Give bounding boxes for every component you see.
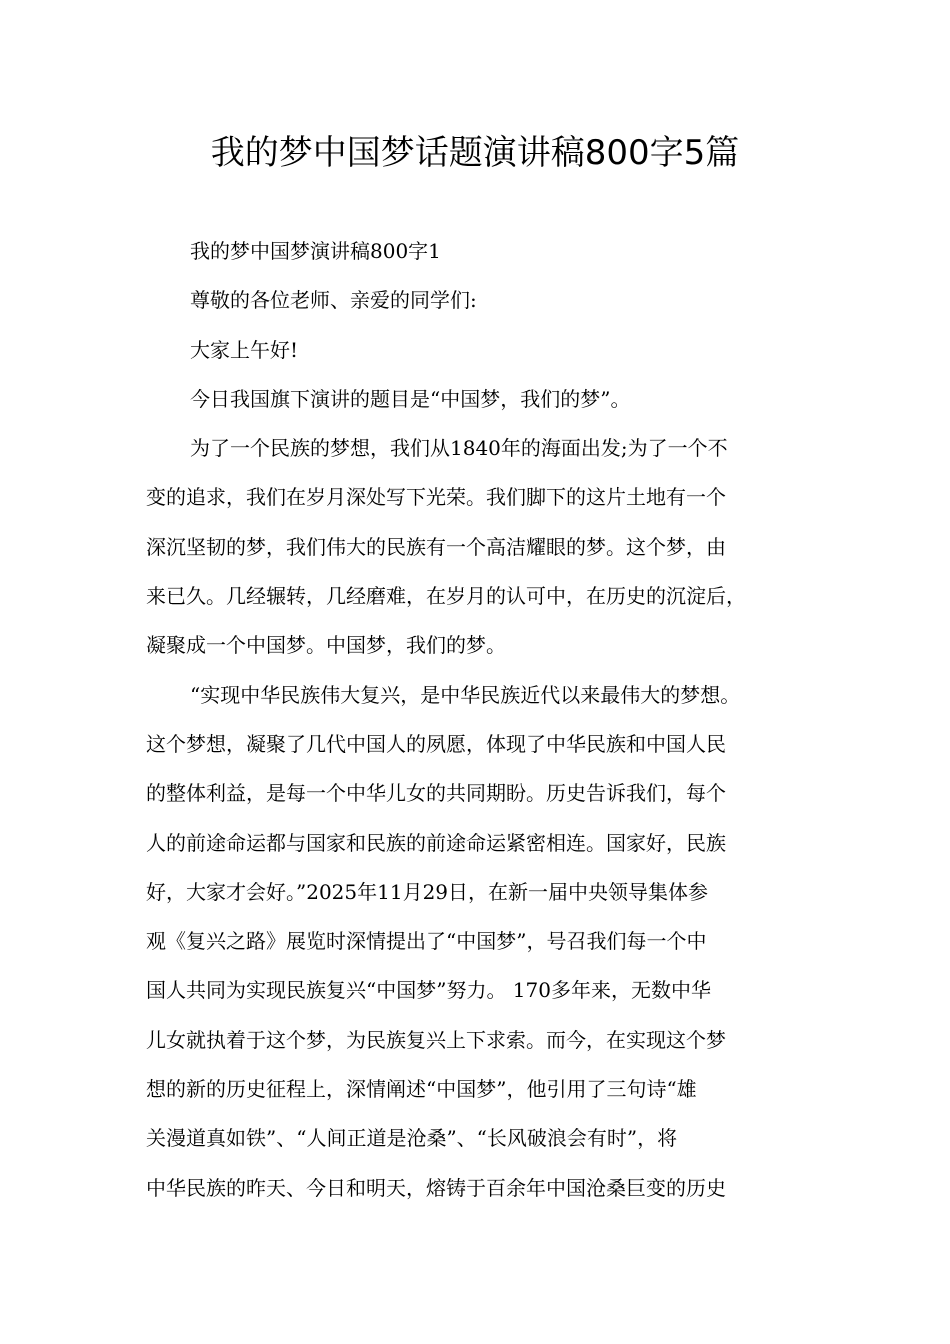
paragraph-line: 的整体利益，是每一个中华儿女的共同期盼。历史告诉我们，每个 — [146, 781, 726, 806]
document-title: 我的梦中国梦话题演讲稿800字5篇 — [210, 133, 740, 173]
speech-topic: 今日我国旗下演讲的题目是“中国梦，我们的梦”。 — [190, 386, 631, 411]
paragraph-line: 儿女就执着于这个梦，为民族复兴上下求索。而今，在实现这个梦 — [146, 1027, 726, 1052]
greeting: 大家上午好! — [190, 337, 299, 362]
paragraph-line: 凝聚成一个中国梦。中国梦，我们的梦。 — [146, 633, 506, 658]
paragraph-line: “实现中华民族伟大复兴，是中华民族近代以来最伟大的梦想。 — [190, 682, 741, 707]
document-body — [146, 227, 824, 1213]
section-heading: 我的梦中国梦演讲稿800字1 — [190, 239, 441, 263]
paragraph-line: 国人共同为实现民族复兴“中国梦”努力。 170多年来，无数中华 — [146, 978, 711, 1003]
paragraph-line: 来已久。几经辗转，几经磨难，在岁月的认可中，在历史的沉淀后， — [146, 584, 746, 609]
paragraph-line: 好，大家才会好。”2025年11月29日，在新一届中央领导集体参 — [146, 879, 709, 904]
paragraph-line: 想的新的历史征程上，深情阐述“中国梦”，他引用了三句诗“雄 — [146, 1077, 697, 1102]
paragraph-line: 这个梦想，凝聚了几代中国人的夙愿，体现了中华民族和中国人民 — [146, 731, 726, 756]
salutation: 尊敬的各位老师、亲爱的同学们: — [190, 288, 477, 313]
paragraph-line: 观《复兴之路》展览时深情提出了“中国梦”，号召我们每一个中 — [146, 929, 707, 954]
paragraph-line: 为了一个民族的梦想，我们从1840年的海面出发;为了一个不 — [190, 436, 728, 461]
paragraph-line: 关漫道真如铁”、“人间正道是沧桑”、“长风破浪会有时”，将 — [146, 1126, 678, 1151]
paragraph-line: 深沉坚韧的梦，我们伟大的民族有一个高洁耀眼的梦。这个梦，由 — [146, 534, 726, 559]
paragraph-line: 人的前途命运都与国家和民族的前途命运紧密相连。国家好，民族 — [146, 830, 726, 855]
paragraph-line: 变的追求，我们在岁月深处写下光荣。我们脚下的这片土地有一个 — [146, 485, 726, 510]
paragraph-line: 中华民族的昨天、今日和明天，熔铸于百余年中国沧桑巨变的历史 — [146, 1175, 726, 1200]
